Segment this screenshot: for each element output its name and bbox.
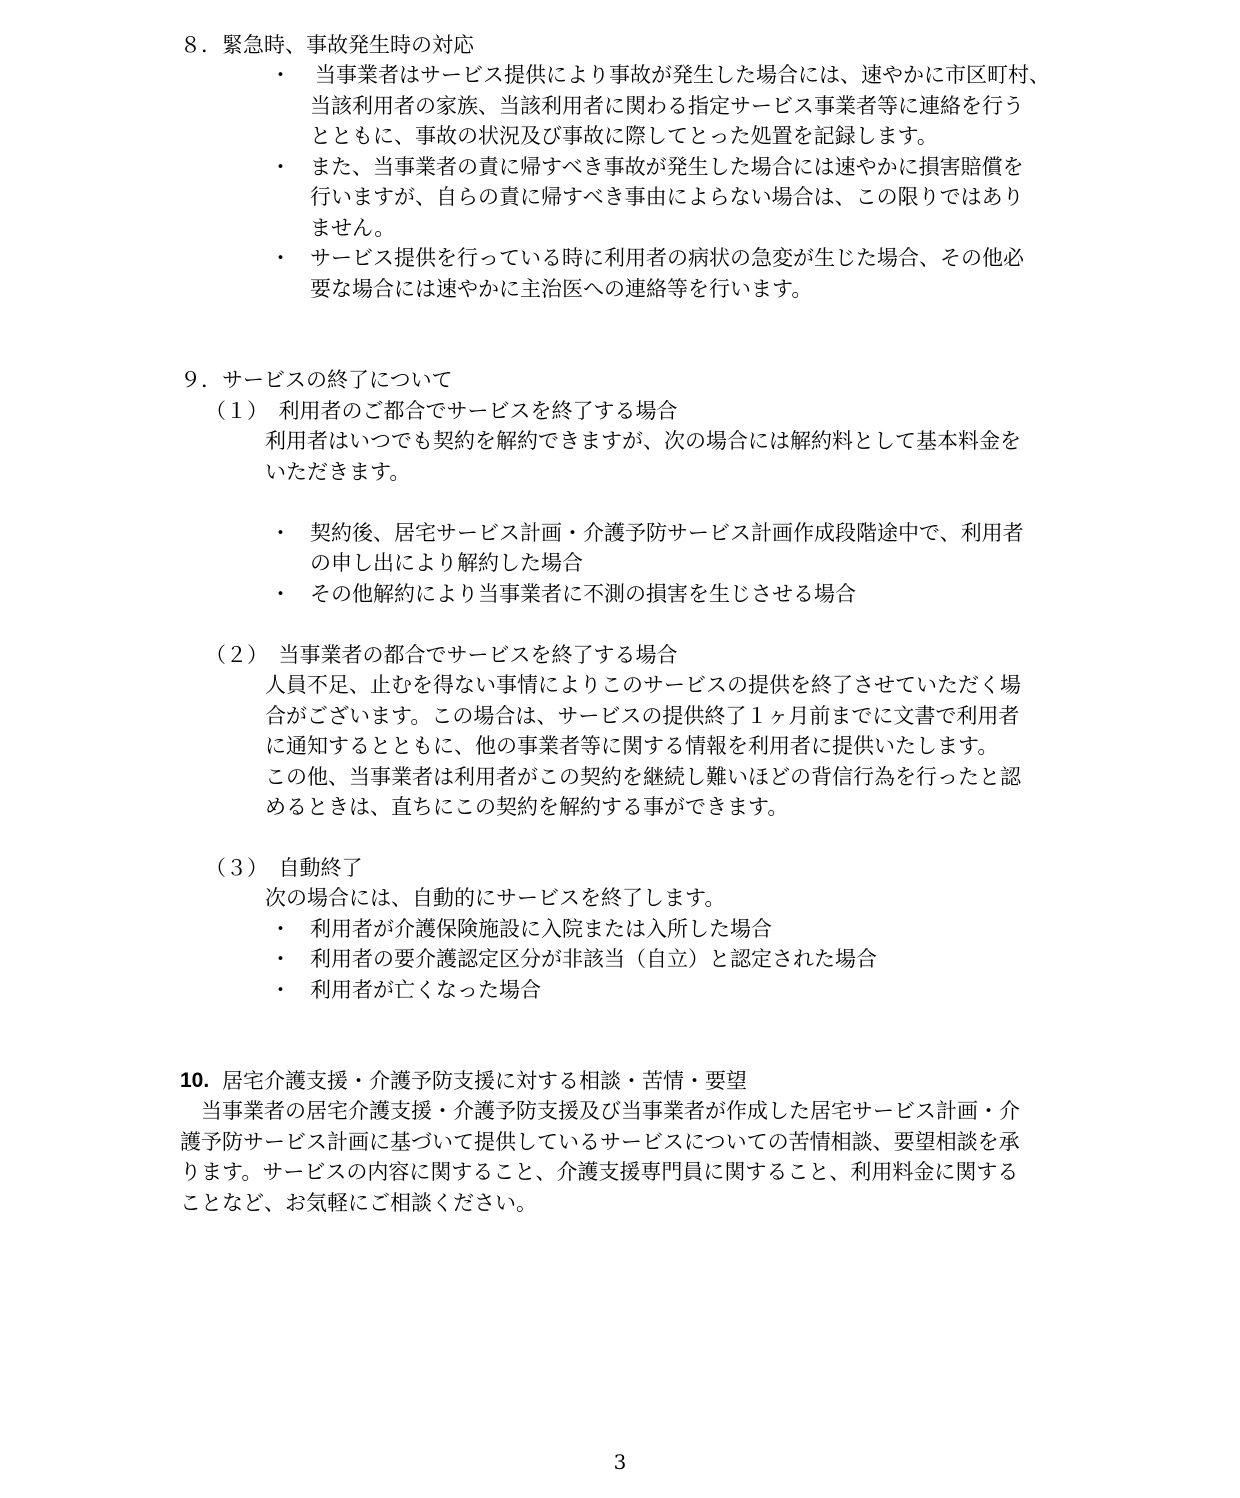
section-9-sub1-bullet-2-line-1: その他解約により当事業者に不測の損害を生じさせる場合 [310,582,856,606]
section-9-sub3-bullet-3: 利用者が亡くなった場合 [310,978,541,1002]
section-9-sub2-para-line-2: 合がございます。この場合は、サービスの提供終了１ヶ月前までに文書で利用者 [265,704,1020,728]
section-8-bullet-1-line-1: 当事業者はサービス提供により事故が発生した場合には、速やかに市区町村、 [315,63,1050,87]
bullet-mark: ・ [270,978,291,1002]
section-8-bullet-2-line-2: 行いますが、自らの責に帰すべき事由によらない場合は、この限りではあり [310,185,1024,209]
bullet-mark: ・ [270,521,291,545]
section-8-bullet-3-line-2: 要な場合には速やかに主治医への連絡等を行います。 [310,277,813,301]
section-9-sub2-para-line-1: 人員不足、止むを得ない事情によりこのサービスの提供を終了させていただく場 [265,673,1021,697]
section-8-bullet-1-line-3: とともに、事故の状況及び事故に際してとった処置を記録します。 [310,124,938,148]
bullet-mark: ・ [270,63,291,87]
section-10-para-line-2: 護予防サービス計画に基づいて提供しているサービスについての苦情相談、要望相談を承 [180,1130,1020,1154]
section-9-sub1-para-line-2: いただきます。 [265,460,411,484]
section-10-para-line-1: 当事業者の居宅介護支援・介護予防支援及び当事業者が作成した居宅サービス計画・介 [180,1099,1020,1123]
section-8-bullet-1-line-2: 当該利用者の家族、当該利用者に関わる指定サービス事業者等に連絡を行う [310,94,1024,118]
section-9-sub2-para-line-4: この他、当事業者は利用者がこの契約を継続し難いほどの背信行為を行ったと認 [265,765,1021,789]
section-9-sub2-title: （２） 当事業者の都合でサービスを終了する場合 [205,643,678,667]
section-9-sub1-bullet-1-line-1: 契約後、居宅サービス計画・介護予防サービス計画作成段階途中で、利用者 [310,521,1024,545]
section-8-bullet-2-line-1: また、当事業者の責に帰すべき事故が発生した場合には速やかに損害賠償を [310,155,1024,179]
section-10-heading: 居宅介護支援・介護予防支援に対する相談・苦情・要望 [222,1069,747,1093]
section-8-heading: ８．緊急時、事故発生時の対応 [180,33,474,57]
section-10-para-line-4: ことなど、お気軽にご相談ください。 [180,1191,537,1215]
bullet-mark: ・ [270,947,291,971]
bullet-mark: ・ [270,917,291,941]
section-9-sub3-para-line-1: 次の場合には、自動的にサービスを終了します。 [265,886,726,910]
bullet-mark: ・ [270,246,291,270]
section-9-sub1-title: （１） 利用者のご都合でサービスを終了する場合 [205,399,678,423]
section-10-number: 10. [180,1069,210,1092]
section-9-sub3-bullet-1: 利用者が介護保険施設に入院または入所した場合 [310,917,772,941]
section-9-sub1-para-line-1: 利用者はいつでも契約を解約できますが、次の場合には解約料として基本料金を [265,429,1021,453]
section-9-sub2-para-line-3: に通知するとともに、他の事業者等に関する情報を利用者に提供いたします。 [265,734,999,758]
bullet-mark: ・ [270,155,291,179]
section-9-sub2-para-line-5: めるときは、直ちにこの契約を解約する事ができます。 [265,795,789,819]
section-9-sub3-title: （３） 自動終了 [205,856,363,880]
page-number: 3 [613,1450,627,1474]
section-8-bullet-3-line-1: サービス提供を行っている時に利用者の病状の急変が生じた場合、その他必 [310,246,1024,270]
section-9-sub3-bullet-2: 利用者の要介護認定区分が非該当（自立）と認定された場合 [310,947,877,971]
section-9-sub1-bullet-1-line-2: の申し出により解約した場合 [310,551,583,575]
bullet-mark: ・ [270,582,291,606]
section-8-bullet-2-line-3: ません。 [310,216,396,240]
section-10-para-line-3: ります。サービスの内容に関すること、介護支援専門員に関すること、利用料金に関する [180,1160,1019,1184]
section-9-heading: ９．サービスの終了について [180,368,453,392]
